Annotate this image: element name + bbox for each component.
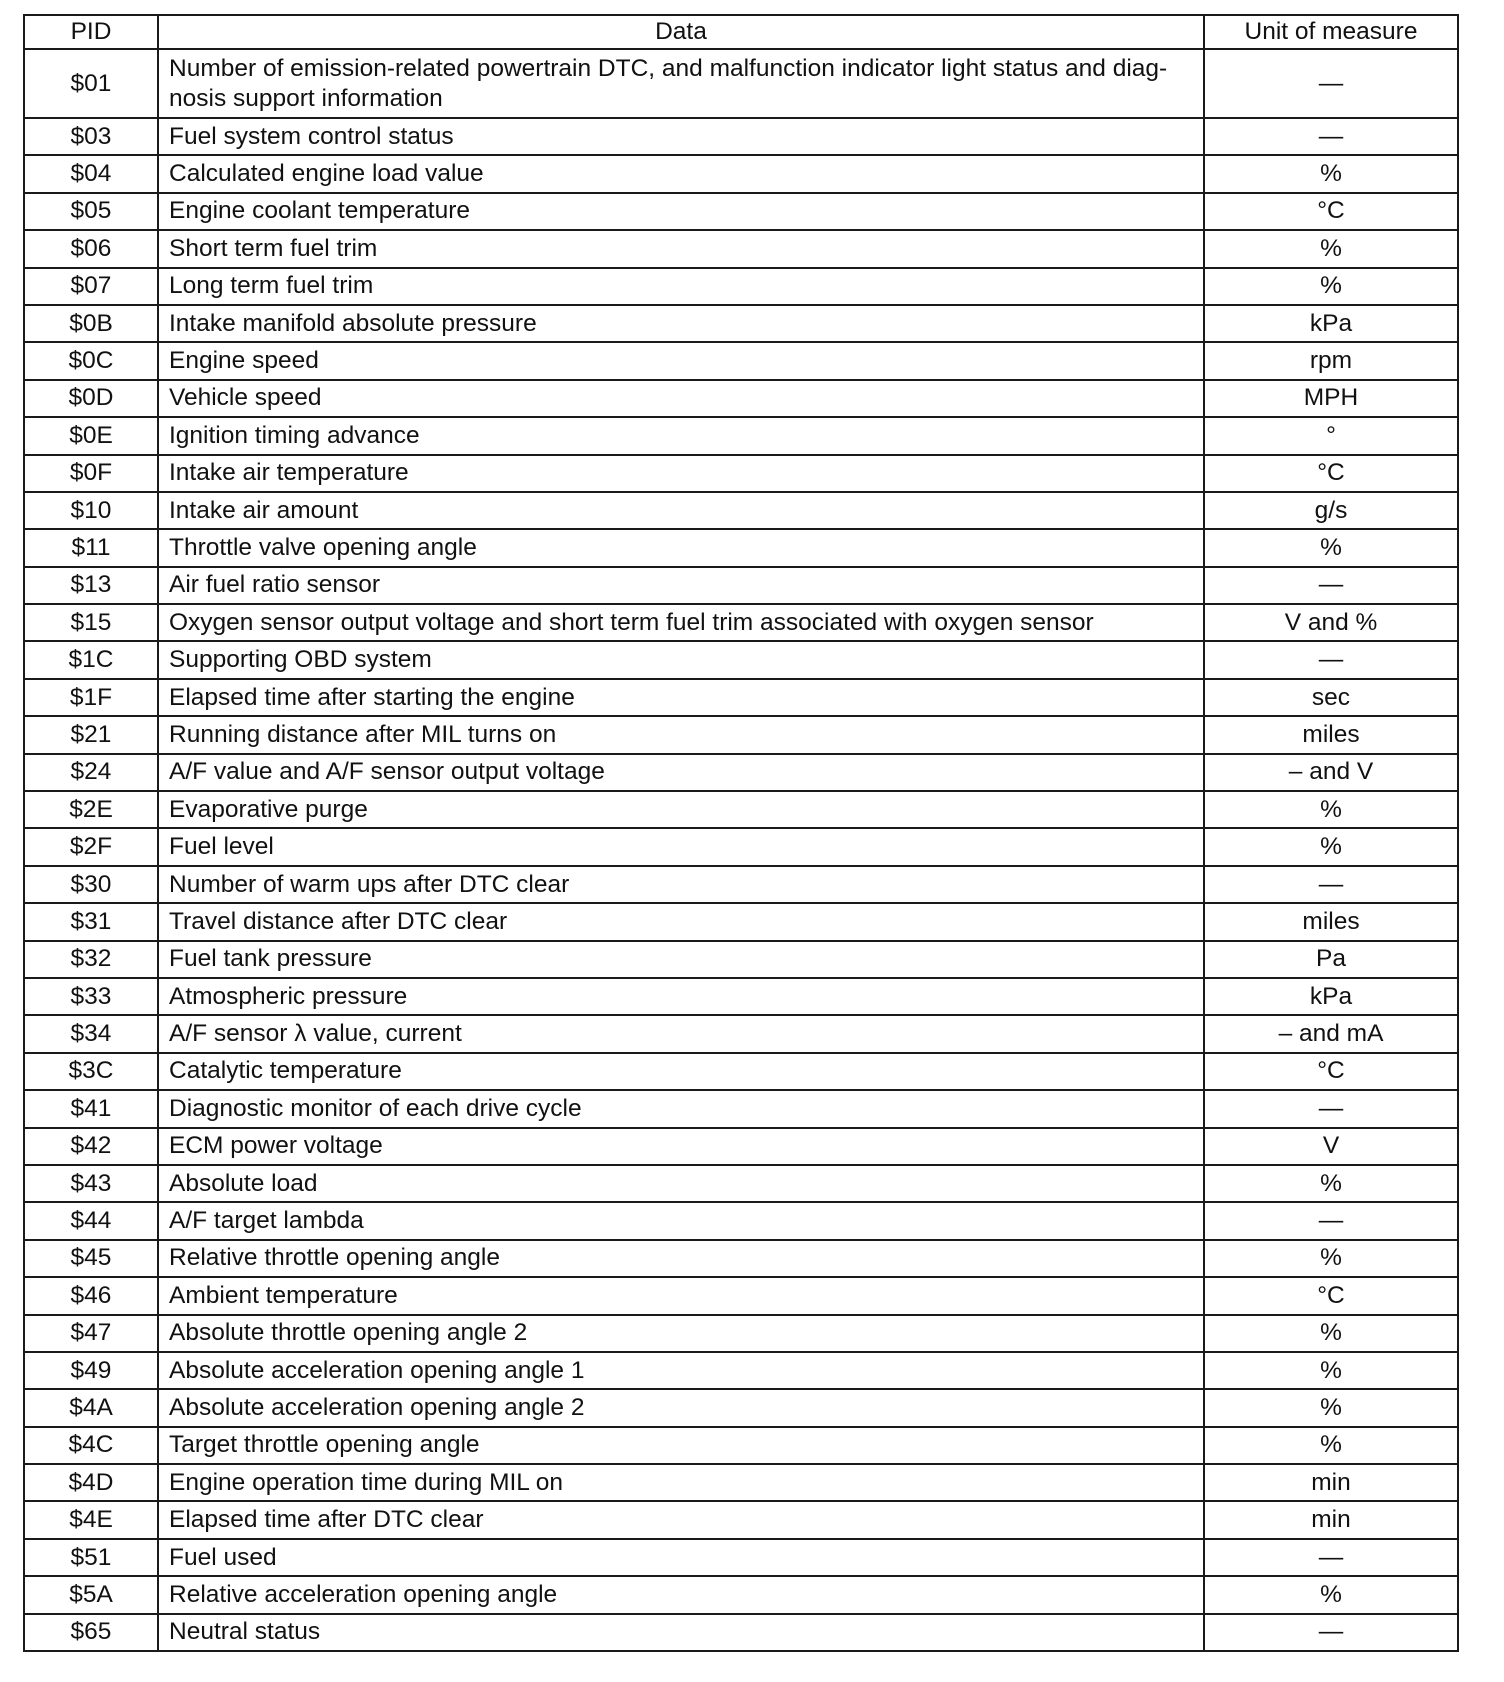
- table-row: [24, 1128, 1458, 1165]
- data-cell: Air fuel ratio sensor: [158, 567, 1204, 604]
- table-row: [24, 529, 1458, 566]
- unit-cell: miles: [1204, 716, 1458, 753]
- pid-cell: $51: [24, 1539, 158, 1576]
- pid-cell: $4D: [24, 1464, 158, 1501]
- data-cell: Ignition timing advance: [158, 417, 1204, 454]
- table-row: [24, 1277, 1458, 1314]
- pid-cell: $31: [24, 903, 158, 940]
- unit-cell: miles: [1204, 903, 1458, 940]
- pid-cell: $44: [24, 1202, 158, 1239]
- unit-cell: Pa: [1204, 941, 1458, 978]
- unit-cell: %: [1204, 1576, 1458, 1613]
- unit-cell: V and %: [1204, 604, 1458, 641]
- unit-cell: %: [1204, 1240, 1458, 1277]
- header-data: Data: [158, 15, 1204, 49]
- pid-cell: $24: [24, 754, 158, 791]
- unit-cell: %: [1204, 1389, 1458, 1426]
- unit-cell: —: [1204, 641, 1458, 678]
- unit-cell: g/s: [1204, 492, 1458, 529]
- pid-cell: $2F: [24, 828, 158, 865]
- unit-cell: °C: [1204, 455, 1458, 492]
- pid-cell: $34: [24, 1015, 158, 1052]
- data-cell: Fuel system control status: [158, 118, 1204, 155]
- pid-cell: $0C: [24, 342, 158, 379]
- unit-cell: %: [1204, 1427, 1458, 1464]
- pid-cell: $45: [24, 1240, 158, 1277]
- unit-cell: %: [1204, 155, 1458, 192]
- pid-cell: $0D: [24, 380, 158, 417]
- unit-cell: %: [1204, 529, 1458, 566]
- table-row: [24, 268, 1458, 305]
- table-row: [24, 1389, 1458, 1426]
- data-cell: Calculated engine load value: [158, 155, 1204, 192]
- pid-cell: $01: [24, 49, 158, 118]
- unit-cell: —: [1204, 1090, 1458, 1127]
- data-cell: ECM power voltage: [158, 1128, 1204, 1165]
- data-cell: Relative acceleration opening angle: [158, 1576, 1204, 1613]
- table-row: [24, 866, 1458, 903]
- data-cell: Intake air amount: [158, 492, 1204, 529]
- data-cell: Engine operation time during MIL on: [158, 1464, 1204, 1501]
- table-row: [24, 1539, 1458, 1576]
- unit-cell: %: [1204, 1352, 1458, 1389]
- table-row: [24, 1165, 1458, 1202]
- data-cell: Number of warm ups after DTC clear: [158, 866, 1204, 903]
- table-row: [24, 903, 1458, 940]
- pid-cell: $4A: [24, 1389, 158, 1426]
- pid-cell: $49: [24, 1352, 158, 1389]
- data-cell: Target throttle opening angle: [158, 1427, 1204, 1464]
- unit-cell: kPa: [1204, 978, 1458, 1015]
- data-cell: Elapsed time after starting the engine: [158, 679, 1204, 716]
- data-cell: Intake air temperature: [158, 455, 1204, 492]
- data-cell: Supporting OBD system: [158, 641, 1204, 678]
- data-cell: Long term fuel trim: [158, 268, 1204, 305]
- unit-cell: min: [1204, 1501, 1458, 1538]
- pid-cell: $43: [24, 1165, 158, 1202]
- table-row: [24, 1501, 1458, 1538]
- unit-cell: rpm: [1204, 342, 1458, 379]
- data-cell: Fuel tank pressure: [158, 941, 1204, 978]
- data-cell: Vehicle speed: [158, 380, 1204, 417]
- table-row: [24, 118, 1458, 155]
- pid-cell: $65: [24, 1614, 158, 1651]
- pid-cell: $3C: [24, 1053, 158, 1090]
- pid-cell: $32: [24, 941, 158, 978]
- unit-cell: – and V: [1204, 754, 1458, 791]
- pid-cell: $30: [24, 866, 158, 903]
- pid-cell: $05: [24, 193, 158, 230]
- unit-cell: —: [1204, 49, 1458, 118]
- header-unit: Unit of measure: [1204, 15, 1458, 49]
- pid-table: [23, 14, 1459, 1652]
- table-row: [24, 641, 1458, 678]
- data-cell: Evaporative purge: [158, 791, 1204, 828]
- header-row: [24, 15, 1458, 49]
- unit-cell: – and mA: [1204, 1015, 1458, 1052]
- data-cell: Catalytic temperature: [158, 1053, 1204, 1090]
- data-cell: Throttle valve opening angle: [158, 529, 1204, 566]
- pid-cell: $46: [24, 1277, 158, 1314]
- pid-cell: $4C: [24, 1427, 158, 1464]
- data-cell: Relative throttle opening angle: [158, 1240, 1204, 1277]
- unit-cell: %: [1204, 1165, 1458, 1202]
- table-row: [24, 1053, 1458, 1090]
- table-row: [24, 604, 1458, 641]
- pid-cell: $5A: [24, 1576, 158, 1613]
- table-row: [24, 380, 1458, 417]
- unit-cell: min: [1204, 1464, 1458, 1501]
- pid-cell: $0F: [24, 455, 158, 492]
- unit-cell: °C: [1204, 1053, 1458, 1090]
- table-row: [24, 1015, 1458, 1052]
- unit-cell: °: [1204, 417, 1458, 454]
- table-row: [24, 49, 1458, 118]
- unit-cell: °C: [1204, 1277, 1458, 1314]
- unit-cell: °C: [1204, 193, 1458, 230]
- pid-cell: $07: [24, 268, 158, 305]
- table-row: [24, 1427, 1458, 1464]
- unit-cell: —: [1204, 1539, 1458, 1576]
- table-row: [24, 1240, 1458, 1277]
- table-row: [24, 1315, 1458, 1352]
- table-row: [24, 230, 1458, 267]
- unit-cell: kPa: [1204, 305, 1458, 342]
- pid-cell: $2E: [24, 791, 158, 828]
- header-pid: PID: [24, 15, 158, 49]
- pid-cell: $10: [24, 492, 158, 529]
- pid-cell: $04: [24, 155, 158, 192]
- unit-cell: MPH: [1204, 380, 1458, 417]
- pid-cell: $41: [24, 1090, 158, 1127]
- table-row: [24, 679, 1458, 716]
- table-row: [24, 754, 1458, 791]
- table-row: [24, 155, 1458, 192]
- data-cell: Neutral status: [158, 1614, 1204, 1651]
- data-cell: Intake manifold absolute pressure: [158, 305, 1204, 342]
- data-cell: Ambient temperature: [158, 1277, 1204, 1314]
- unit-cell: %: [1204, 791, 1458, 828]
- pid-cell: $06: [24, 230, 158, 267]
- table-row: [24, 305, 1458, 342]
- pid-cell: $4E: [24, 1501, 158, 1538]
- pid-cell: $1C: [24, 641, 158, 678]
- pid-cell: $47: [24, 1315, 158, 1352]
- table-row: [24, 342, 1458, 379]
- data-cell: Absolute load: [158, 1165, 1204, 1202]
- data-cell: Diagnostic monitor of each drive cycle: [158, 1090, 1204, 1127]
- table-row: [24, 716, 1458, 753]
- data-cell: Running distance after MIL turns on: [158, 716, 1204, 753]
- table-row: [24, 567, 1458, 604]
- unit-cell: %: [1204, 230, 1458, 267]
- unit-cell: V: [1204, 1128, 1458, 1165]
- unit-cell: —: [1204, 1202, 1458, 1239]
- table-row: [24, 1090, 1458, 1127]
- data-cell: Engine speed: [158, 342, 1204, 379]
- pid-cell: $42: [24, 1128, 158, 1165]
- data-cell: Fuel used: [158, 1539, 1204, 1576]
- table-row: [24, 455, 1458, 492]
- table-row: [24, 1614, 1458, 1651]
- pid-cell: $1F: [24, 679, 158, 716]
- pid-cell: $33: [24, 978, 158, 1015]
- pid-cell: $13: [24, 567, 158, 604]
- unit-cell: sec: [1204, 679, 1458, 716]
- table-row: [24, 1352, 1458, 1389]
- pid-cell: $0B: [24, 305, 158, 342]
- table-row: [24, 791, 1458, 828]
- unit-cell: —: [1204, 567, 1458, 604]
- data-cell: Absolute throttle opening angle 2: [158, 1315, 1204, 1352]
- table-row: [24, 1576, 1458, 1613]
- table-row: [24, 941, 1458, 978]
- pid-cell: $21: [24, 716, 158, 753]
- data-cell: Fuel level: [158, 828, 1204, 865]
- data-cell: Short term fuel trim: [158, 230, 1204, 267]
- table-row: [24, 978, 1458, 1015]
- data-cell: Absolute acceleration opening angle 1: [158, 1352, 1204, 1389]
- unit-cell: —: [1204, 866, 1458, 903]
- table-row: [24, 1464, 1458, 1501]
- table-row: [24, 193, 1458, 230]
- unit-cell: —: [1204, 118, 1458, 155]
- pid-cell: $03: [24, 118, 158, 155]
- data-cell: Number of emission-related powertrain DTC, and malfunction indicator light status and diag- nosis support information: [158, 49, 1204, 118]
- data-cell: Elapsed time after DTC clear: [158, 1501, 1204, 1538]
- unit-cell: —: [1204, 1614, 1458, 1651]
- table-body: [24, 49, 1458, 1651]
- table-row: [24, 1202, 1458, 1239]
- data-cell: Engine coolant temperature: [158, 193, 1204, 230]
- data-cell: A/F target lambda: [158, 1202, 1204, 1239]
- data-cell: A/F sensor λ value, current: [158, 1015, 1204, 1052]
- pid-cell: $0E: [24, 417, 158, 454]
- data-cell: Absolute acceleration opening angle 2: [158, 1389, 1204, 1426]
- unit-cell: %: [1204, 268, 1458, 305]
- unit-cell: %: [1204, 1315, 1458, 1352]
- pid-cell: $15: [24, 604, 158, 641]
- data-cell: A/F value and A/F sensor output voltage: [158, 754, 1204, 791]
- pid-cell: $11: [24, 529, 158, 566]
- table-row: [24, 828, 1458, 865]
- data-cell: Oxygen sensor output voltage and short term fuel trim associated with oxygen sensor: [158, 604, 1204, 641]
- table-row: [24, 492, 1458, 529]
- data-cell: Travel distance after DTC clear: [158, 903, 1204, 940]
- table-row: [24, 417, 1458, 454]
- unit-cell: %: [1204, 828, 1458, 865]
- data-cell: Atmospheric pressure: [158, 978, 1204, 1015]
